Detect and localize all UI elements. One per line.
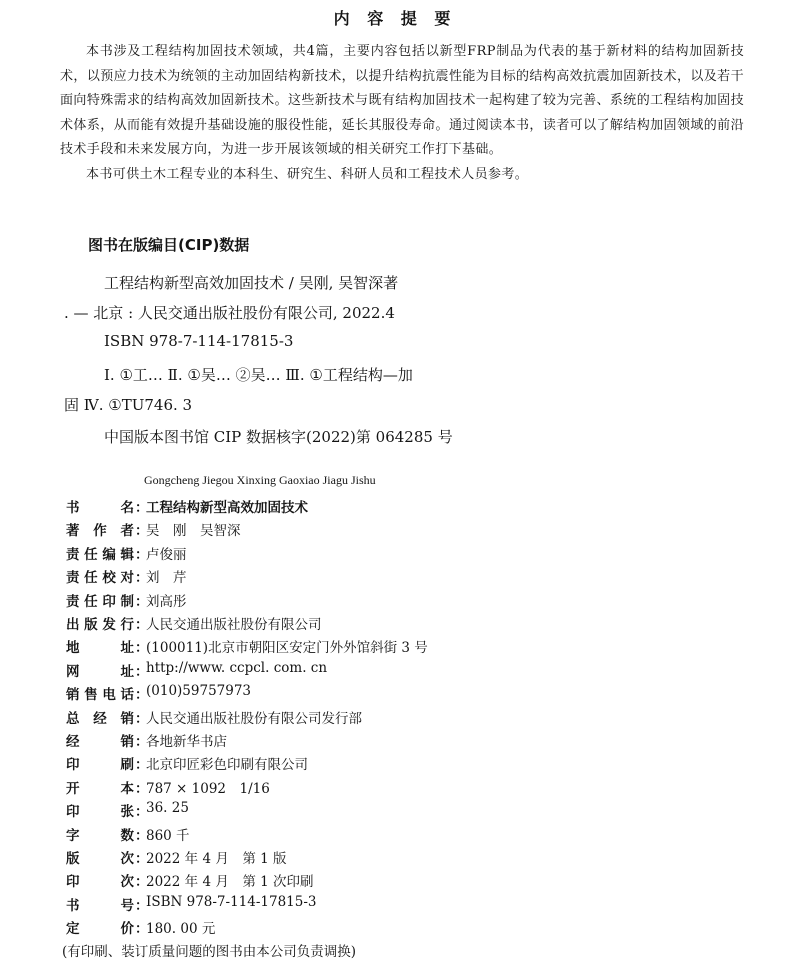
info-colon: ： (135, 827, 149, 844)
cip-publisher-line: . — 北京 : 人民交通出版社股份有限公司, 2022.4 (64, 304, 395, 322)
info-value: http://www. ccpcl. com. cn (146, 659, 328, 676)
info-value: 180. 00 元 (146, 921, 216, 938)
info-label: 著作者 (66, 523, 134, 540)
info-value: 卢俊丽 (146, 546, 187, 563)
info-value: 吴 刚 吴智深 (146, 523, 241, 540)
cip-isbn-line: ISBN 978-7-114-17815-3 (104, 332, 294, 350)
cip-classification-line-2: 固 Ⅳ. ①TU746. 3 (64, 396, 193, 414)
info-value: 刘高彤 (146, 593, 187, 610)
info-colon: ： (135, 804, 149, 821)
info-label: 总经销 (66, 710, 134, 727)
info-colon: ： (135, 500, 149, 516)
info-colon: ： (135, 757, 149, 774)
info-label: 网 址 (66, 663, 134, 680)
cip-record-number: 中国版本图书馆 CIP 数据核字(2022)第 064285 号 (104, 428, 453, 446)
info-value: 2022 年 4 月 第 1 次印刷 (146, 874, 314, 891)
info-label: 责任校对 (66, 570, 134, 587)
info-colon: ： (135, 851, 149, 867)
info-colon: ： (135, 546, 149, 563)
info-colon: ： (135, 734, 149, 750)
info-label: 书 号 (66, 897, 134, 914)
info-colon: ： (135, 570, 149, 587)
info-label: 印 刷 (66, 757, 134, 774)
page-title: 内 容 提 要 (333, 9, 457, 28)
abstract (60, 40, 744, 187)
info-label: 版 次 (66, 851, 134, 867)
pinyin-title: Gongcheng Jiegou Xinxing Gaoxiao Jiagu Jishu (144, 473, 376, 487)
info-colon: ： (135, 523, 149, 540)
info-colon: ： (135, 780, 149, 797)
info-label: 定 价 (66, 921, 134, 938)
info-value: 787 × 1092 1/16 (146, 780, 270, 797)
info-value: (100011)北京市朝阳区安定门外外馆斜街 3 号 (146, 640, 428, 657)
info-label: 开 本 (66, 780, 134, 797)
abstract-paragraph-1: 本书涉及工程结构加固技术领域，共4篇，主要内容包括以新型FRP制品为代表的基于新材料的结构加固新技术，以预应力技术为统领的主动加固结构新技术，以提升结构抗震性能为目标的结构高效抗震加固新技术，以及若干面向特殊需求的结构高效加固新技术。这些新技术与既有结构加固技术一起构建了较为完善、系统的工程结构加固技术体系，从而能有效提升基础设施的服役性能，延长其服役寿命。通过阅读本书，读者可以了解结构加固领域的前沿技术手段和未来发展方向，为进一步开展该领域的相关研究工作打下基础。 (60, 44, 744, 157)
info-value: 各地新华书店 (146, 734, 227, 750)
cip-heading: 图书在版编目(CIP)数据 (88, 236, 250, 254)
info-colon: ： (135, 593, 149, 610)
info-colon: ： (135, 687, 149, 704)
info-label: 责任印制 (66, 593, 134, 610)
info-colon: ： (135, 710, 149, 727)
quality-note: (有印刷、装订质量问题的图书由本公司负责调换) (62, 944, 357, 960)
info-value: 2022 年 4 月 第 1 版 (146, 851, 287, 867)
info-value: 工程结构新型高效加固技术 (146, 500, 308, 516)
info-colon: ： (135, 897, 149, 914)
info-colon: ： (135, 617, 149, 633)
info-label: 地 址 (66, 640, 134, 657)
info-value: ISBN 978-7-114-17815-3 (146, 893, 317, 910)
info-label: 印 次 (66, 874, 134, 891)
abstract-paragraph-2: 本书可供土木工程专业的本科生、研究生、科研人员和工程技术人员参考。 (86, 166, 529, 182)
cip-classification-line: Ⅰ. ①工… Ⅱ. ①吴… ②吴… Ⅲ. ①工程结构—加 (104, 366, 413, 384)
info-colon: ： (135, 640, 149, 657)
info-label: 字 数 (66, 827, 134, 844)
info-colon: ： (135, 663, 149, 680)
info-label: 经 销 (66, 734, 134, 750)
info-value: 人民交通出版社股份有限公司 (146, 617, 322, 633)
info-value: (010)59757973 (146, 683, 252, 700)
info-label: 销售电话 (66, 687, 134, 704)
info-label: 责任编辑 (66, 546, 134, 563)
info-colon: ： (135, 874, 149, 891)
info-colon: ： (135, 921, 149, 938)
info-value: 刘 芹 (146, 570, 187, 587)
info-value: 北京印匠彩色印刷有限公司 (146, 757, 308, 774)
info-label: 印 张 (66, 804, 134, 821)
info-value: 人民交通出版社股份有限公司发行部 (146, 710, 362, 727)
info-value: 860 千 (146, 827, 190, 844)
info-label: 书 名 (66, 500, 134, 516)
cip-title-line: 工程结构新型高效加固技术 / 吴刚, 吴智深著 (104, 274, 399, 292)
info-value: 36. 25 (146, 800, 189, 817)
info-label: 出版发行 (66, 617, 134, 633)
